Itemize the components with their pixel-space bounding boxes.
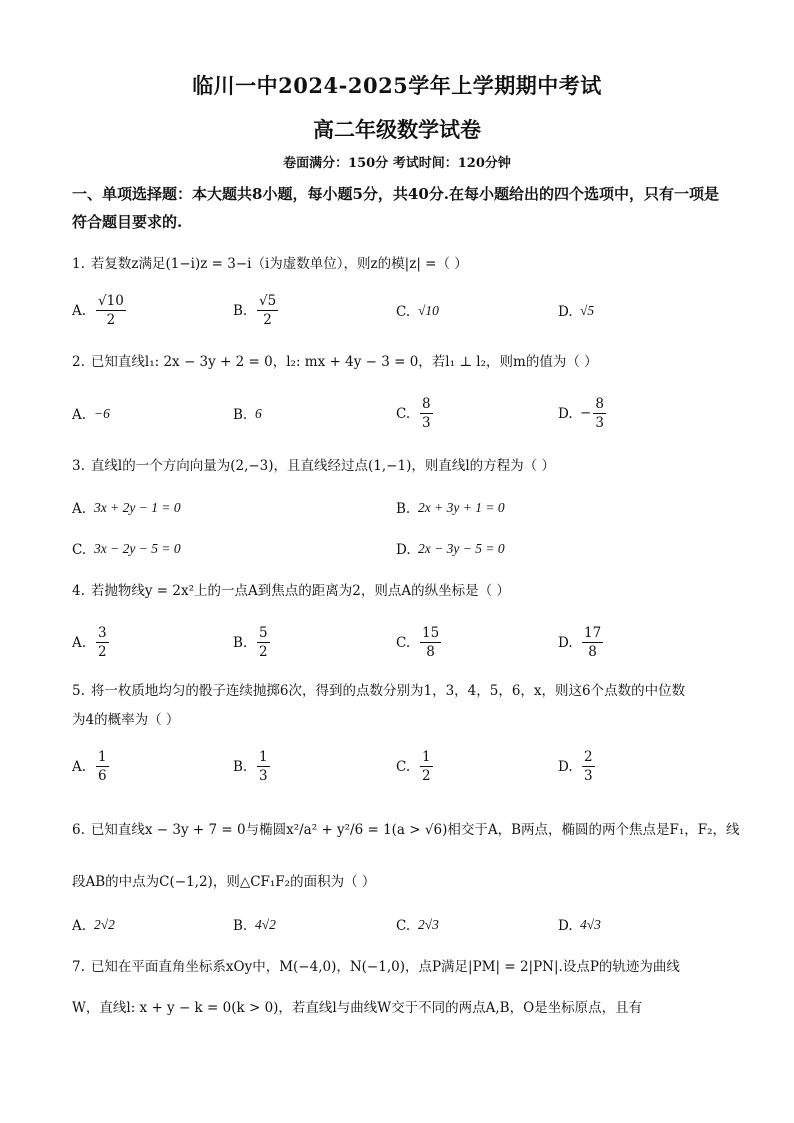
option-3d xyxy=(396,538,505,561)
fraction-numerator: 17 xyxy=(584,625,602,641)
option-label: B. xyxy=(396,500,411,517)
option-label: A. xyxy=(72,634,87,651)
fraction-denominator: 2 xyxy=(106,312,116,328)
question-text: 已知直线l₁: 2x − 3y + 2 = 0，l₂: mx + 4y − 3 = 0，若l₁ ⊥ l₂，则m的值为（ ） xyxy=(90,354,598,370)
exam-title: 临川一中2024-2025学年上学期期中考试 xyxy=(192,73,602,98)
option-value: 3x + 2y − 1 = 0 xyxy=(94,500,181,515)
fraction-numerator: 1 xyxy=(98,749,107,765)
option-6d xyxy=(558,914,601,937)
option-value: 2x + 3y + 1 = 0 xyxy=(418,500,505,515)
question-text: 若抛物线y = 2x²上的一点A到焦点的距离为2，则点A的纵坐标是（ ） xyxy=(90,583,510,599)
option-label: C. xyxy=(396,303,411,320)
option-fraction xyxy=(96,292,126,329)
option-label: A. xyxy=(72,758,87,775)
question-6-cont: 段AB的中点为C(−1,2)，则△CF₁F₂的面积为（ ） xyxy=(72,874,376,890)
option-fraction xyxy=(420,395,433,432)
option-2c xyxy=(396,395,435,432)
question-3 xyxy=(72,455,732,477)
option-value: 4√2 xyxy=(255,917,276,932)
option-1a xyxy=(72,292,128,329)
question-7-cont: W，直线l: x + y − k = 0(k > 0)，若直线l与曲线W交于不同的两点A,B，O是坐标原点，且有 xyxy=(72,1000,643,1016)
fraction-numerator: √5 xyxy=(259,293,277,309)
fraction-numerator: 15 xyxy=(422,625,440,641)
fraction-denominator: 3 xyxy=(259,768,268,784)
option-2b xyxy=(233,403,262,426)
option-2a xyxy=(72,403,110,426)
option-label: D. xyxy=(558,303,573,320)
option-2d xyxy=(558,395,608,432)
option-label: B. xyxy=(233,917,248,934)
fraction-numerator: 3 xyxy=(98,625,107,641)
question-number: 2. xyxy=(72,354,85,370)
fraction-numerator: 8 xyxy=(595,396,604,412)
option-fraction xyxy=(582,748,595,785)
option-6c xyxy=(396,914,439,937)
fraction-denominator: 3 xyxy=(595,415,604,431)
option-label: A. xyxy=(72,500,87,517)
option-label: B. xyxy=(233,758,248,775)
option-value: √10 xyxy=(418,303,439,318)
fraction-numerator: √10 xyxy=(98,293,124,309)
option-fraction xyxy=(582,624,603,661)
option-label: C. xyxy=(396,917,411,934)
option-label: A. xyxy=(72,302,87,319)
fraction-denominator: 3 xyxy=(422,415,431,431)
fraction-denominator: 6 xyxy=(98,768,107,784)
option-3c xyxy=(72,538,181,561)
option-4b xyxy=(233,624,272,661)
fraction-denominator: 8 xyxy=(426,644,435,660)
option-value: 2√3 xyxy=(418,917,439,932)
question-2 xyxy=(72,351,732,373)
question-5 xyxy=(72,680,732,702)
question-text: 直线l的一个方向向量为(2,−3)，且直线经过点(1,−1)，则直线l的方程为（ ） xyxy=(90,458,555,474)
question-number: 3. xyxy=(72,458,85,474)
option-4d xyxy=(558,624,605,661)
fraction-denominator: 2 xyxy=(422,768,431,784)
section-heading: 一、单项选择题：本大题共8小题，每小题5分，共40分.在每小题给出的四个选项中，只有一项是符合题目要求的. xyxy=(72,185,719,231)
option-fraction xyxy=(420,624,441,661)
option-5d xyxy=(558,748,597,785)
option-fraction xyxy=(257,624,270,661)
option-5c xyxy=(396,748,435,785)
option-value: −6 xyxy=(94,406,110,421)
option-label: B. xyxy=(233,634,248,651)
option-label: D. xyxy=(558,917,573,934)
option-3a xyxy=(72,497,181,520)
question-number: 7. xyxy=(72,959,85,975)
question-7 xyxy=(72,956,732,978)
option-label: D. xyxy=(558,405,573,422)
option-label: C. xyxy=(396,405,411,422)
option-1d xyxy=(558,300,594,323)
option-label: D. xyxy=(558,758,573,775)
fraction-numerator: 5 xyxy=(259,625,268,641)
option-value: 2x − 3y − 5 = 0 xyxy=(418,541,505,556)
fraction-numerator: 8 xyxy=(422,396,431,412)
option-label: B. xyxy=(233,406,248,423)
option-5a xyxy=(72,748,111,785)
exam-meta: 卷面满分：150分 考试时间：120分钟 xyxy=(283,156,511,171)
question-number: 4. xyxy=(72,583,85,599)
option-label: D. xyxy=(396,541,411,558)
option-4c xyxy=(396,624,443,661)
question-5-cont: 为4的概率为（ ） xyxy=(72,712,180,728)
question-number: 5. xyxy=(72,683,85,699)
option-fraction xyxy=(96,748,109,785)
fraction-denominator: 3 xyxy=(584,768,593,784)
option-5b xyxy=(233,748,272,785)
option-label: A. xyxy=(72,917,87,934)
option-4a xyxy=(72,624,111,661)
option-6a xyxy=(72,914,115,937)
option-6b xyxy=(233,914,276,937)
fraction-denominator: 2 xyxy=(263,312,272,328)
question-1 xyxy=(72,253,732,275)
question-4 xyxy=(72,580,732,602)
option-value: 3x − 2y − 5 = 0 xyxy=(94,541,181,556)
option-label: D. xyxy=(558,634,573,651)
question-text: 若复数z满足(1−i)z = 3−i（i为虚数单位），则z的模|z| =（ ） xyxy=(90,256,468,272)
exam-subtitle: 高二年级数学试卷 xyxy=(313,117,481,142)
fraction-numerator: 1 xyxy=(422,749,431,765)
question-number: 1. xyxy=(72,256,85,272)
option-value: 2√2 xyxy=(94,917,115,932)
option-label: C. xyxy=(72,541,87,558)
option-value: √5 xyxy=(580,303,595,318)
option-sign: − xyxy=(580,405,592,421)
option-1c xyxy=(396,300,439,323)
option-label: C. xyxy=(396,634,411,651)
fraction-numerator: 1 xyxy=(259,749,268,765)
question-number: 6. xyxy=(72,822,85,838)
fraction-numerator: 2 xyxy=(584,749,593,765)
fraction-denominator: 2 xyxy=(98,644,107,660)
question-text: 已知直线x − 3y + 7 = 0与椭圆x²/a² + y²/6 = 1(a > √6)相交于A，B两点，椭圆的两个焦点是F₁，F₂，线 xyxy=(90,822,740,838)
option-label: B. xyxy=(233,302,248,319)
fraction-denominator: 2 xyxy=(259,644,268,660)
option-1b xyxy=(233,292,280,329)
question-text: 将一枚质地均匀的骰子连续抛掷6次，得到的点数分别为1，3，4，5，6，x，则这6个点数的中位数 xyxy=(90,683,686,699)
option-fraction xyxy=(593,395,606,432)
option-value: 4√3 xyxy=(580,917,601,932)
option-3b xyxy=(396,497,505,520)
option-fraction xyxy=(96,624,109,661)
option-fraction xyxy=(257,292,278,329)
option-fraction xyxy=(257,748,270,785)
option-label: A. xyxy=(72,406,87,423)
question-6 xyxy=(72,819,740,841)
option-label: C. xyxy=(396,758,411,775)
fraction-denominator: 8 xyxy=(588,644,597,660)
option-fraction xyxy=(420,748,433,785)
question-text: 已知在平面直角坐标系xOy中，M(−4,0)，N(−1,0)，点P满足|PM| = 2|PN|.设点P的轨迹为曲线 xyxy=(90,959,680,975)
option-value: 6 xyxy=(255,406,262,421)
